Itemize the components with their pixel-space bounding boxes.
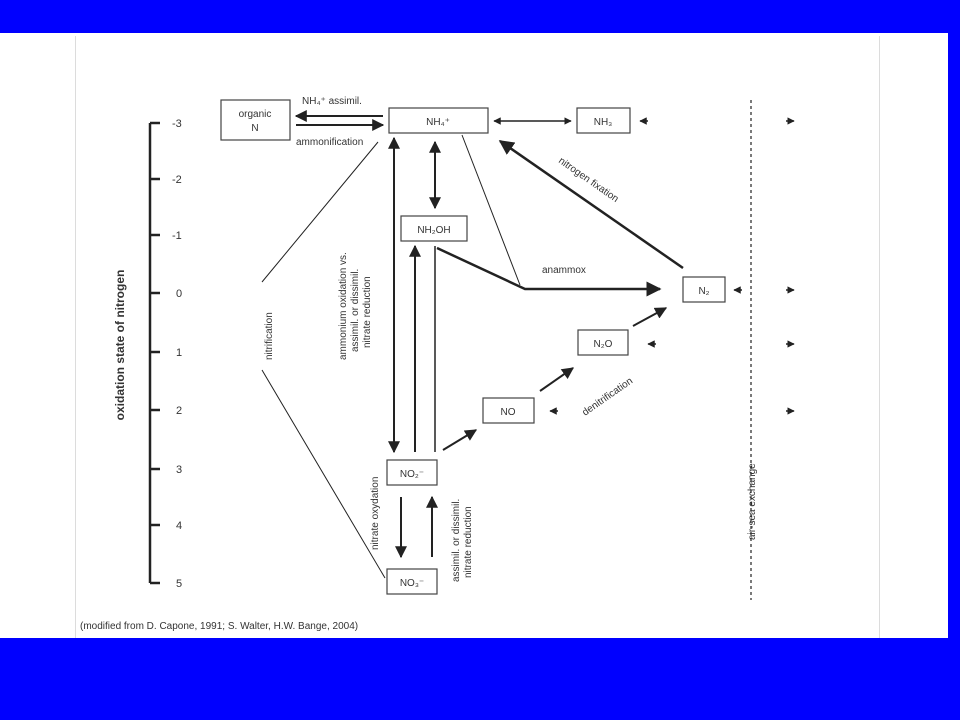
nh2oh-label: NH₂OH (417, 225, 451, 236)
nitrification-label: nitrification (264, 312, 275, 360)
no-n2o-arrow (540, 368, 573, 391)
nitrogen-fixation-arrow (500, 141, 683, 268)
tick-label: 5 (176, 578, 183, 590)
anammox-label: anammox (542, 265, 586, 276)
ammonification-label: ammonification (296, 137, 364, 148)
no-label: NO (500, 407, 516, 418)
nh4-label: NH₄⁺ (426, 117, 450, 128)
ammonium-oxidation-label: nitrate reduction (362, 276, 373, 348)
nh4-assimil-label: NH₄⁺ assimil. (302, 96, 362, 107)
nh3-label: NH₃ (593, 117, 613, 128)
oxidation-state-axis (113, 118, 182, 590)
ammonium-oxidation-label: assimil. or dissimil. (350, 268, 361, 352)
n2o-label: N₂O (593, 339, 613, 350)
tick-label: -2 (172, 174, 182, 186)
nitrogen-fixation-label: nitrogen fixation (556, 155, 621, 205)
no2-no-arrow (443, 430, 476, 450)
tick-label: -1 (172, 230, 182, 242)
no3-label: NO₃⁻ (399, 578, 425, 589)
nitrate-reduction-label: nitrate reduction (463, 506, 474, 578)
tick-label: 0 (176, 288, 183, 300)
n2-label: N₂ (698, 286, 710, 297)
tick-label: 2 (176, 405, 183, 417)
no2-label: NO₂⁻ (399, 469, 425, 480)
tick-label: -3 (172, 118, 182, 130)
ammonium-oxidation-label: ammonium oxidation vs. (338, 252, 349, 360)
nitrate-reduction-label: assimil. or dissimil. (451, 498, 462, 582)
organic-n-label: organic (238, 109, 272, 120)
denitrification-label: denitrification (580, 375, 635, 419)
figure-caption: (modified from D. Capone, 1991; S. Walter, H.W. Bange, 2004) (80, 621, 359, 632)
tick-label: 4 (176, 520, 183, 532)
nitrate-oxydation-label: nitrate oxydation (370, 476, 381, 550)
tick-label: 3 (176, 464, 183, 476)
species-labels (239, 109, 710, 589)
organic-n-label: N (251, 123, 259, 134)
air-sea-exchange-label: air-sea exchange (747, 463, 758, 540)
tick-label: 1 (176, 347, 183, 359)
process-labels (264, 96, 758, 582)
nitrification-bracket (262, 142, 385, 578)
organic-n-box (221, 100, 290, 140)
axis-title: oxidation state of nitrogen (113, 269, 127, 421)
n2o-n2-arrow (633, 308, 666, 326)
